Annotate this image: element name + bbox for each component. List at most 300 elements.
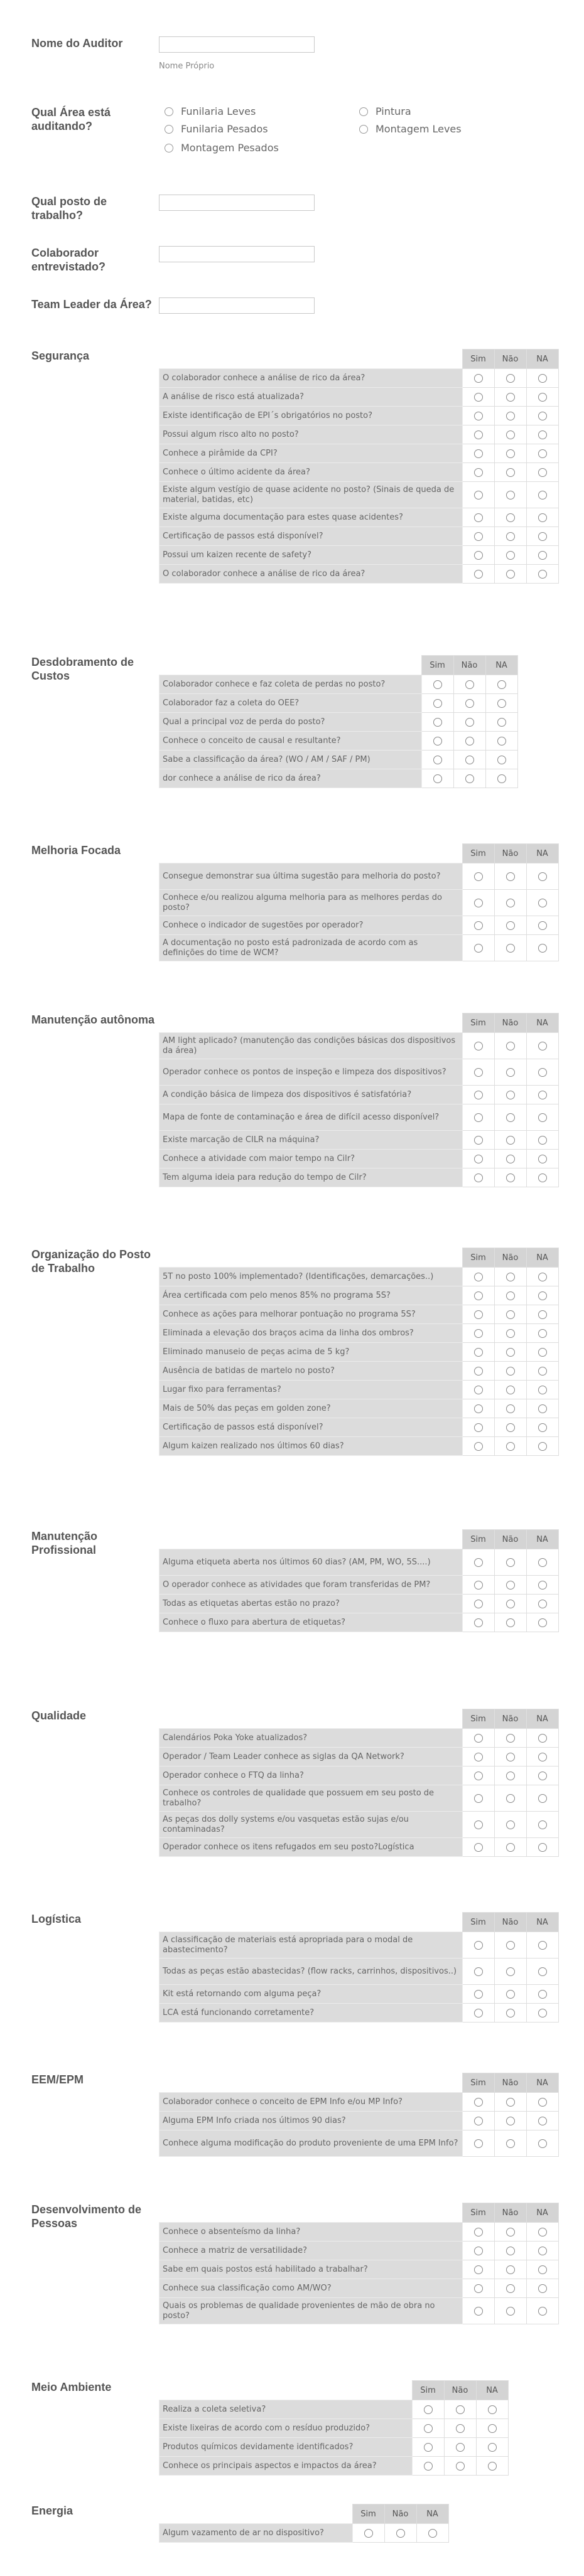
radio-icon[interactable] (506, 1091, 515, 1099)
matrix-answer-cell[interactable] (494, 1086, 526, 1104)
matrix-answer-cell[interactable] (462, 1286, 494, 1305)
matrix-answer-cell[interactable] (462, 1766, 494, 1785)
matrix-answer-cell[interactable] (444, 2457, 476, 2476)
matrix-answer-cell[interactable] (421, 732, 453, 751)
radio-icon[interactable] (474, 1155, 483, 1163)
radio-icon[interactable] (506, 1558, 515, 1567)
radio-icon[interactable] (538, 1820, 547, 1829)
matrix-answer-cell[interactable] (494, 2242, 526, 2260)
radio-icon[interactable] (538, 374, 547, 383)
radio-icon[interactable] (474, 899, 483, 907)
matrix-answer-cell[interactable] (494, 527, 526, 546)
radio-icon[interactable] (538, 1310, 547, 1319)
radio-icon[interactable] (538, 2307, 547, 2316)
radio-icon[interactable] (538, 532, 547, 541)
matrix-answer-cell[interactable] (526, 1613, 558, 1632)
radio-icon[interactable] (474, 1772, 483, 1780)
matrix-answer-cell[interactable] (462, 2223, 494, 2242)
matrix-answer-cell[interactable] (462, 2004, 494, 2023)
radio-icon[interactable] (538, 1734, 547, 1743)
matrix-answer-cell[interactable] (462, 1549, 494, 1576)
radio-icon[interactable] (433, 680, 442, 689)
radio-icon[interactable] (538, 1581, 547, 1590)
radio-icon[interactable] (506, 1386, 515, 1394)
radio-icon[interactable] (474, 393, 483, 402)
matrix-answer-cell[interactable] (494, 1286, 526, 1305)
matrix-answer-cell[interactable] (384, 2524, 416, 2543)
radio-icon[interactable] (538, 1990, 547, 1999)
matrix-answer-cell[interactable] (526, 1343, 558, 1362)
matrix-answer-cell[interactable] (526, 1268, 558, 1286)
radio-icon[interactable] (424, 2405, 433, 2414)
radio-icon[interactable] (506, 1404, 515, 1413)
matrix-answer-cell[interactable] (462, 369, 494, 388)
matrix-answer-cell[interactable] (462, 1399, 494, 1418)
matrix-answer-cell[interactable] (526, 1362, 558, 1381)
matrix-answer-cell[interactable] (485, 751, 517, 769)
matrix-answer-cell[interactable] (494, 1150, 526, 1168)
matrix-answer-cell[interactable] (526, 2223, 558, 2242)
matrix-answer-cell[interactable] (476, 2419, 508, 2438)
matrix-answer-cell[interactable] (526, 2279, 558, 2298)
radio-icon[interactable] (506, 1423, 515, 1432)
matrix-answer-cell[interactable] (494, 1059, 526, 1086)
matrix-answer-cell[interactable] (476, 2457, 508, 2476)
matrix-answer-cell[interactable] (421, 713, 453, 732)
matrix-answer-cell[interactable] (526, 2112, 558, 2130)
radio-icon[interactable] (506, 1155, 515, 1163)
radio-icon[interactable] (506, 2307, 515, 2316)
radio-icon[interactable] (538, 1404, 547, 1413)
matrix-answer-cell[interactable] (526, 565, 558, 584)
radio-icon[interactable] (506, 374, 515, 383)
matrix-answer-cell[interactable] (526, 1812, 558, 1838)
matrix-answer-cell[interactable] (462, 1086, 494, 1104)
radio-icon[interactable] (474, 551, 483, 560)
radio-icon[interactable] (474, 1136, 483, 1145)
matrix-answer-cell[interactable] (526, 2298, 558, 2324)
radio-icon[interactable] (497, 718, 506, 727)
matrix-answer-cell[interactable] (462, 1104, 494, 1131)
radio-icon[interactable] (538, 1042, 547, 1050)
matrix-answer-cell[interactable] (526, 1549, 558, 1576)
area-option[interactable] (359, 123, 462, 135)
matrix-answer-cell[interactable] (462, 2130, 494, 2157)
matrix-answer-cell[interactable] (485, 769, 517, 788)
matrix-answer-cell[interactable] (462, 1131, 494, 1150)
radio-icon[interactable] (488, 2443, 497, 2452)
matrix-answer-cell[interactable] (526, 1785, 558, 1812)
matrix-answer-cell[interactable] (462, 388, 494, 407)
matrix-answer-cell[interactable] (462, 1362, 494, 1381)
radio-icon[interactable] (474, 1423, 483, 1432)
matrix-answer-cell[interactable] (462, 1033, 494, 1059)
matrix-answer-cell[interactable] (412, 2457, 444, 2476)
radio-icon[interactable] (538, 1794, 547, 1803)
matrix-answer-cell[interactable] (421, 751, 453, 769)
radio-icon[interactable] (165, 107, 173, 116)
radio-icon[interactable] (506, 2009, 515, 2018)
radio-icon[interactable] (506, 1794, 515, 1803)
radio-icon[interactable] (538, 570, 547, 579)
matrix-answer-cell[interactable] (462, 1932, 494, 1959)
matrix-answer-cell[interactable] (526, 1838, 558, 1857)
radio-icon[interactable] (538, 468, 547, 477)
matrix-answer-cell[interactable] (526, 1086, 558, 1104)
matrix-answer-cell[interactable] (462, 1437, 494, 1456)
matrix-answer-cell[interactable] (494, 1305, 526, 1324)
matrix-answer-cell[interactable] (494, 444, 526, 463)
matrix-answer-cell[interactable] (453, 694, 485, 713)
radio-icon[interactable] (465, 774, 474, 783)
radio-icon[interactable] (474, 1753, 483, 1761)
radio-icon[interactable] (538, 1967, 547, 1976)
matrix-answer-cell[interactable] (526, 444, 558, 463)
radio-icon[interactable] (474, 872, 483, 881)
radio-icon[interactable] (538, 1291, 547, 1300)
radio-icon[interactable] (474, 1820, 483, 1829)
matrix-answer-cell[interactable] (526, 863, 558, 890)
matrix-answer-cell[interactable] (462, 2112, 494, 2130)
radio-icon[interactable] (506, 899, 515, 907)
matrix-answer-cell[interactable] (526, 1399, 558, 1418)
matrix-answer-cell[interactable] (462, 463, 494, 482)
radio-icon[interactable] (506, 1734, 515, 1743)
matrix-answer-cell[interactable] (494, 2223, 526, 2242)
radio-icon[interactable] (396, 2529, 405, 2538)
radio-icon[interactable] (538, 1113, 547, 1122)
radio-icon[interactable] (538, 1155, 547, 1163)
radio-icon[interactable] (506, 1113, 515, 1122)
matrix-answer-cell[interactable] (444, 2400, 476, 2419)
radio-icon[interactable] (506, 1042, 515, 1050)
radio-icon[interactable] (538, 2117, 547, 2125)
radio-icon[interactable] (506, 1367, 515, 1376)
radio-icon[interactable] (474, 2265, 483, 2274)
matrix-answer-cell[interactable] (526, 482, 558, 508)
matrix-answer-cell[interactable] (462, 2242, 494, 2260)
matrix-answer-cell[interactable] (462, 916, 494, 935)
radio-icon[interactable] (538, 1136, 547, 1145)
radio-icon[interactable] (538, 2247, 547, 2255)
matrix-answer-cell[interactable] (494, 482, 526, 508)
leader-input[interactable] (159, 297, 315, 314)
matrix-answer-cell[interactable] (462, 407, 494, 425)
matrix-answer-cell[interactable] (526, 1437, 558, 1456)
radio-icon[interactable] (359, 107, 368, 116)
radio-icon[interactable] (538, 1367, 547, 1376)
radio-icon[interactable] (538, 412, 547, 420)
radio-icon[interactable] (506, 1772, 515, 1780)
matrix-answer-cell[interactable] (476, 2400, 508, 2419)
radio-icon[interactable] (488, 2405, 497, 2414)
radio-icon[interactable] (506, 1329, 515, 1338)
matrix-answer-cell[interactable] (462, 1785, 494, 1812)
matrix-answer-cell[interactable] (462, 508, 494, 527)
matrix-answer-cell[interactable] (526, 1033, 558, 1059)
radio-icon[interactable] (506, 2117, 515, 2125)
radio-icon[interactable] (433, 699, 442, 708)
radio-icon[interactable] (506, 1618, 515, 1627)
radio-icon[interactable] (538, 944, 547, 953)
matrix-answer-cell[interactable] (462, 2093, 494, 2112)
matrix-answer-cell[interactable] (526, 1168, 558, 1187)
matrix-answer-cell[interactable] (494, 1729, 526, 1748)
radio-icon[interactable] (538, 1091, 547, 1099)
matrix-answer-cell[interactable] (526, 425, 558, 444)
matrix-answer-cell[interactable] (494, 2004, 526, 2023)
radio-icon[interactable] (538, 1753, 547, 1761)
matrix-answer-cell[interactable] (494, 1399, 526, 1418)
matrix-answer-cell[interactable] (462, 1595, 494, 1613)
radio-icon[interactable] (474, 449, 483, 458)
matrix-answer-cell[interactable] (526, 890, 558, 916)
matrix-answer-cell[interactable] (462, 890, 494, 916)
radio-icon[interactable] (538, 2284, 547, 2293)
radio-icon[interactable] (474, 468, 483, 477)
radio-icon[interactable] (364, 2529, 373, 2538)
radio-icon[interactable] (474, 1734, 483, 1743)
radio-icon[interactable] (538, 2139, 547, 2148)
matrix-answer-cell[interactable] (485, 694, 517, 713)
radio-icon[interactable] (474, 374, 483, 383)
auditor-input[interactable] (159, 36, 315, 53)
radio-icon[interactable] (538, 2098, 547, 2107)
radio-icon[interactable] (424, 2424, 433, 2433)
radio-icon[interactable] (506, 1820, 515, 1829)
matrix-answer-cell[interactable] (412, 2419, 444, 2438)
radio-icon[interactable] (506, 1581, 515, 1590)
matrix-answer-cell[interactable] (453, 769, 485, 788)
matrix-answer-cell[interactable] (494, 1131, 526, 1150)
radio-icon[interactable] (506, 1348, 515, 1357)
matrix-answer-cell[interactable] (462, 1305, 494, 1324)
matrix-answer-cell[interactable] (462, 444, 494, 463)
radio-icon[interactable] (456, 2424, 465, 2433)
radio-icon[interactable] (474, 1310, 483, 1319)
radio-icon[interactable] (538, 2009, 547, 2018)
radio-icon[interactable] (506, 393, 515, 402)
radio-icon[interactable] (474, 1367, 483, 1376)
radio-icon[interactable] (433, 774, 442, 783)
radio-icon[interactable] (538, 899, 547, 907)
radio-icon[interactable] (474, 1291, 483, 1300)
matrix-answer-cell[interactable] (494, 1932, 526, 1959)
matrix-answer-cell[interactable] (494, 1595, 526, 1613)
matrix-answer-cell[interactable] (494, 546, 526, 565)
radio-icon[interactable] (465, 737, 474, 746)
radio-icon[interactable] (538, 872, 547, 881)
matrix-answer-cell[interactable] (494, 2260, 526, 2279)
radio-icon[interactable] (506, 1068, 515, 1077)
matrix-answer-cell[interactable] (494, 425, 526, 444)
matrix-answer-cell[interactable] (494, 463, 526, 482)
radio-icon[interactable] (165, 125, 173, 134)
matrix-answer-cell[interactable] (494, 2279, 526, 2298)
matrix-answer-cell[interactable] (526, 508, 558, 527)
matrix-answer-cell[interactable] (462, 482, 494, 508)
radio-icon[interactable] (474, 1558, 483, 1567)
radio-icon[interactable] (538, 430, 547, 439)
radio-icon[interactable] (474, 513, 483, 522)
radio-icon[interactable] (506, 872, 515, 881)
matrix-answer-cell[interactable] (526, 1324, 558, 1343)
matrix-answer-cell[interactable] (453, 713, 485, 732)
radio-icon[interactable] (465, 756, 474, 764)
posto-input[interactable] (159, 195, 315, 211)
matrix-answer-cell[interactable] (526, 1959, 558, 1985)
matrix-answer-cell[interactable] (494, 1268, 526, 1286)
matrix-answer-cell[interactable] (494, 2112, 526, 2130)
matrix-answer-cell[interactable] (494, 890, 526, 916)
matrix-answer-cell[interactable] (444, 2419, 476, 2438)
matrix-answer-cell[interactable] (416, 2524, 448, 2543)
radio-icon[interactable] (474, 1581, 483, 1590)
matrix-answer-cell[interactable] (494, 1437, 526, 1456)
matrix-answer-cell[interactable] (462, 2298, 494, 2324)
matrix-answer-cell[interactable] (494, 916, 526, 935)
radio-icon[interactable] (474, 1941, 483, 1950)
radio-icon[interactable] (538, 1618, 547, 1627)
radio-icon[interactable] (506, 1173, 515, 1182)
matrix-answer-cell[interactable] (462, 935, 494, 961)
matrix-answer-cell[interactable] (494, 1613, 526, 1632)
radio-icon[interactable] (506, 2247, 515, 2255)
radio-icon[interactable] (465, 699, 474, 708)
matrix-answer-cell[interactable] (462, 1613, 494, 1632)
radio-icon[interactable] (474, 2139, 483, 2148)
radio-icon[interactable] (506, 2098, 515, 2107)
radio-icon[interactable] (474, 1091, 483, 1099)
matrix-answer-cell[interactable] (485, 713, 517, 732)
colaborador-input[interactable] (159, 246, 315, 262)
matrix-answer-cell[interactable] (494, 1812, 526, 1838)
radio-icon[interactable] (474, 2307, 483, 2316)
matrix-answer-cell[interactable] (526, 1729, 558, 1748)
radio-icon[interactable] (506, 430, 515, 439)
radio-icon[interactable] (506, 412, 515, 420)
radio-icon[interactable] (474, 2284, 483, 2293)
matrix-answer-cell[interactable] (526, 546, 558, 565)
matrix-answer-cell[interactable] (462, 863, 494, 890)
radio-icon[interactable] (474, 412, 483, 420)
radio-icon[interactable] (538, 449, 547, 458)
radio-icon[interactable] (474, 1794, 483, 1803)
matrix-answer-cell[interactable] (476, 2438, 508, 2457)
radio-icon[interactable] (165, 144, 173, 152)
radio-icon[interactable] (538, 393, 547, 402)
matrix-answer-cell[interactable] (526, 1932, 558, 1959)
matrix-answer-cell[interactable] (462, 1343, 494, 1362)
matrix-answer-cell[interactable] (494, 1418, 526, 1437)
radio-icon[interactable] (506, 1941, 515, 1950)
radio-icon[interactable] (506, 491, 515, 500)
matrix-answer-cell[interactable] (526, 463, 558, 482)
radio-icon[interactable] (488, 2462, 497, 2471)
radio-icon[interactable] (506, 1990, 515, 1999)
matrix-answer-cell[interactable] (526, 1131, 558, 1150)
radio-icon[interactable] (474, 491, 483, 500)
radio-icon[interactable] (538, 491, 547, 500)
matrix-answer-cell[interactable] (526, 407, 558, 425)
matrix-answer-cell[interactable] (421, 694, 453, 713)
matrix-answer-cell[interactable] (494, 1766, 526, 1785)
radio-icon[interactable] (506, 2228, 515, 2237)
radio-icon[interactable] (456, 2443, 465, 2452)
radio-icon[interactable] (474, 1990, 483, 1999)
radio-icon[interactable] (538, 1558, 547, 1567)
matrix-answer-cell[interactable] (526, 1305, 558, 1324)
radio-icon[interactable] (474, 921, 483, 930)
matrix-answer-cell[interactable] (494, 508, 526, 527)
matrix-answer-cell[interactable] (526, 1418, 558, 1437)
matrix-answer-cell[interactable] (462, 1168, 494, 1187)
radio-icon[interactable] (538, 1329, 547, 1338)
matrix-answer-cell[interactable] (462, 1748, 494, 1766)
radio-icon[interactable] (474, 1042, 483, 1050)
radio-icon[interactable] (474, 2117, 483, 2125)
matrix-answer-cell[interactable] (453, 751, 485, 769)
matrix-answer-cell[interactable] (494, 388, 526, 407)
radio-icon[interactable] (538, 1442, 547, 1451)
matrix-answer-cell[interactable] (494, 1343, 526, 1362)
radio-icon[interactable] (506, 944, 515, 953)
matrix-answer-cell[interactable] (494, 2130, 526, 2157)
radio-icon[interactable] (424, 2443, 433, 2452)
matrix-answer-cell[interactable] (526, 2004, 558, 2023)
matrix-answer-cell[interactable] (462, 1150, 494, 1168)
matrix-answer-cell[interactable] (494, 1748, 526, 1766)
radio-icon[interactable] (506, 1600, 515, 1608)
radio-icon[interactable] (474, 2228, 483, 2237)
area-option[interactable] (165, 123, 268, 135)
area-option[interactable] (359, 105, 411, 117)
matrix-answer-cell[interactable] (462, 1059, 494, 1086)
matrix-answer-cell[interactable] (494, 1104, 526, 1131)
radio-icon[interactable] (538, 1843, 547, 1852)
matrix-answer-cell[interactable] (462, 2279, 494, 2298)
radio-icon[interactable] (506, 2265, 515, 2274)
radio-icon[interactable] (506, 570, 515, 579)
matrix-answer-cell[interactable] (526, 388, 558, 407)
matrix-answer-cell[interactable] (526, 2130, 558, 2157)
matrix-answer-cell[interactable] (462, 565, 494, 584)
radio-icon[interactable] (474, 1386, 483, 1394)
matrix-answer-cell[interactable] (412, 2438, 444, 2457)
matrix-answer-cell[interactable] (494, 565, 526, 584)
matrix-answer-cell[interactable] (462, 1812, 494, 1838)
radio-icon[interactable] (538, 2228, 547, 2237)
radio-icon[interactable] (433, 756, 442, 764)
matrix-answer-cell[interactable] (462, 1324, 494, 1343)
matrix-answer-cell[interactable] (526, 1595, 558, 1613)
matrix-answer-cell[interactable] (453, 732, 485, 751)
matrix-answer-cell[interactable] (462, 1418, 494, 1437)
radio-icon[interactable] (506, 513, 515, 522)
matrix-answer-cell[interactable] (526, 2242, 558, 2260)
radio-icon[interactable] (497, 680, 506, 689)
matrix-answer-cell[interactable] (462, 546, 494, 565)
radio-icon[interactable] (506, 921, 515, 930)
radio-icon[interactable] (474, 944, 483, 953)
matrix-answer-cell[interactable] (526, 2093, 558, 2112)
radio-icon[interactable] (359, 125, 368, 134)
matrix-answer-cell[interactable] (494, 1959, 526, 1985)
matrix-answer-cell[interactable] (526, 2260, 558, 2279)
radio-icon[interactable] (474, 1404, 483, 1413)
matrix-answer-cell[interactable] (494, 2298, 526, 2324)
matrix-answer-cell[interactable] (526, 1104, 558, 1131)
